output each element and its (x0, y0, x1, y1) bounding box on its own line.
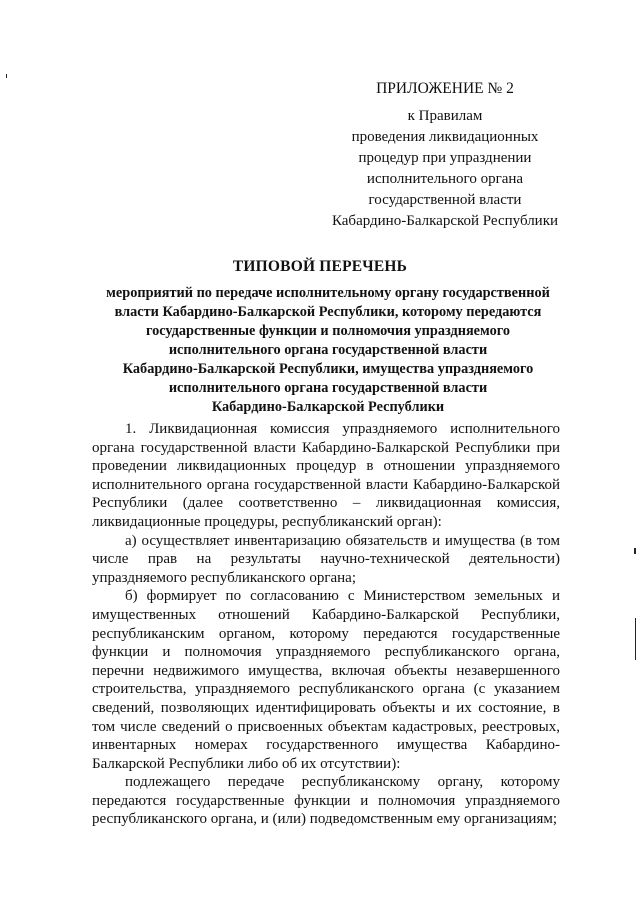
subtitle-line: Кабардино-Балкарской Республики, имущества упраздняемого (122, 361, 534, 377)
paragraph-a: а) осуществляет инвентаризацию обязательств и имущества (в том числе прав на результаты научно-технической деятельности) упраздняемого республиканского органа; (92, 532, 560, 586)
paragraph-b-sub: подлежащего передаче республиканскому органу, которому передаются государственные функции и полномочия упраздняемого республиканского органа, и (или) подведомственным ему организациям; (92, 774, 560, 828)
appendix-heading: ПРИЛОЖЕНИЕ № 2 (376, 80, 514, 97)
scan-edge-mark (6, 74, 7, 78)
appendix-line: процедур при упразднении (358, 150, 532, 166)
appendix-line: исполнительного органа (366, 171, 524, 187)
appendix-line: к Правилам (407, 108, 483, 124)
subtitle-line: исполнительного органа государственной власти (168, 380, 488, 396)
subtitle-line: мероприятий по передаче исполнительному органу государственной (106, 285, 550, 301)
appendix-line: государственной власти (368, 192, 522, 208)
paragraph-b: б) формирует по согласованию с Министерством земельных и имущественных отношений Кабардино-Балкарской Республики, республиканским органом, которому передаются государственные функции и полномочия упраздняемого республиканского органа, перечни недвижимого имущества, включая объекты незавершенного строительства, упраздняемого республиканского органа (с указанием сведений, позволяющих идентифицировать объекты и их состояние, в том числе сведений о присвоенных объектам кадастровых, реестровых, инвентарных номерах государственного имущества Кабардино-Балкарской Республики либо об их отсутствии): (92, 588, 560, 772)
appendix-block (330, 78, 560, 232)
subtitle-line: государственные функции и полномочия упраздняемого (145, 323, 511, 339)
appendix-line: Кабардино-Балкарской Республики (331, 213, 559, 229)
subtitle-line: Кабардино-Балкарской Республики (211, 399, 445, 415)
scan-edge-mark (635, 618, 636, 660)
subtitle-line: власти Кабардино-Балкарской Республики, которому передаются (114, 304, 542, 320)
document-subtitle (70, 284, 586, 417)
scan-edge-mark (634, 548, 636, 554)
document-title: ТИПОВОЙ ПЕРЕЧЕНЬ (232, 258, 408, 275)
subtitle-line: исполнительного органа государственной власти (168, 342, 488, 358)
document-body (92, 420, 560, 829)
appendix-line: проведения ликвидационных (351, 129, 539, 145)
paragraph-1: 1. Ликвидационная комиссия упраздняемого исполнительного органа государственной власти Кабардино-Балкарской Республики при проведении ликвидационных процедур в отношении упраздняемого исполнительного органа государственной власти Кабардино-Балкарской Республики (далее соответственно – ликвидационная комиссия, ликвидационные процедуры, республиканский орган): (92, 421, 560, 530)
